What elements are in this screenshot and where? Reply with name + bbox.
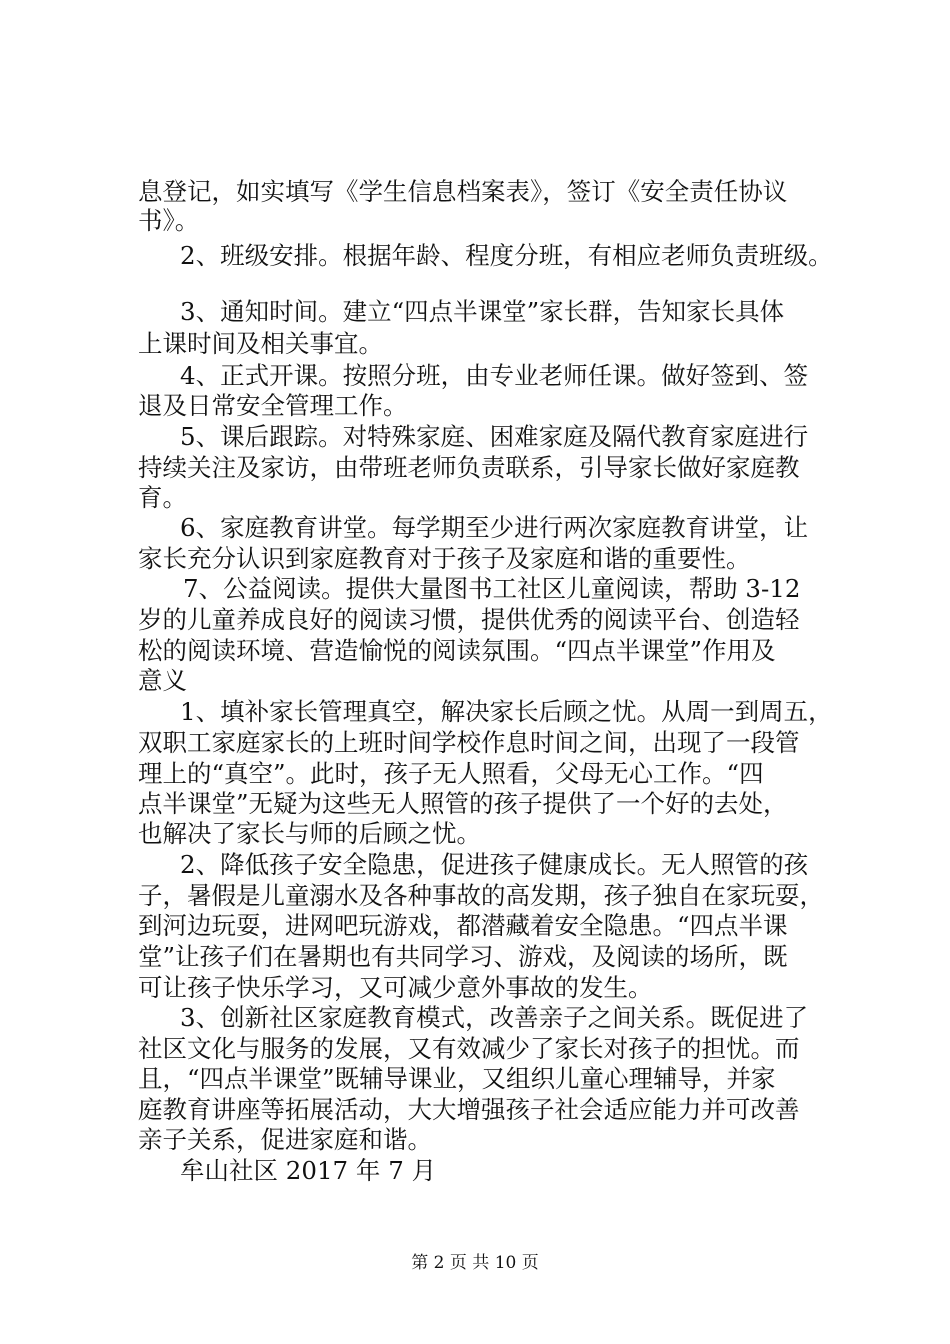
body-text-line: 松的阅读环境、营造愉悦的阅读氛围。“四点半课堂”作用及 [138, 636, 776, 665]
body-text-line: 也解决了家长与师的后顾之忧。 [138, 819, 481, 848]
body-text-line: 社区文化与服务的发展，又有效减少了家长对孩子的担忧。而 [138, 1034, 800, 1063]
body-text-line: 退及日常安全管理工作。 [138, 391, 408, 420]
body-text-line: 息登记，如实填写《学生信息档案表》，签订《安全责任协议 [138, 177, 788, 206]
body-text-line: 理上的“真空”。此时，孩子无人照看，父母无心工作。“四 [138, 759, 764, 788]
body-text-line: 亲子关系，促进家庭和谐。 [138, 1125, 432, 1154]
body-text-line: 4、正式开课。按照分班，由专业老师任课。做好签到、签 [180, 361, 809, 390]
body-text-line: 书》。 [138, 206, 200, 235]
body-text-line: 6、家庭教育讲堂。每学期至少进行两次家庭教育讲堂，让 [180, 513, 809, 542]
body-text-line: 点半课堂”无疑为这些无人照管的孩子提供了一个好的去处， [138, 789, 788, 818]
body-text-line: 且，“四点半课堂”既辅导课业，又组织儿童心理辅导，并家 [138, 1064, 776, 1093]
body-text-line: 3、通知时间。建立“四点半课堂”家长群，告知家长具体 [180, 297, 785, 326]
page-number-footer: 第 2 页 共 10 页 [411, 1253, 539, 1273]
body-text-line: 5、课后跟踪。对特殊家庭、困难家庭及隔代教育家庭进行 [180, 422, 809, 451]
body-text-line: 到河边玩耍，进网吧玩游戏，都潜藏着安全隐患。“四点半课 [138, 911, 788, 940]
body-text-line: 庭教育讲座等拓展活动，大大增强孩子社会适应能力并可改善 [138, 1095, 800, 1124]
body-text-line: 岁的儿童养成良好的阅读习惯，提供优秀的阅读平台、创造轻 [138, 605, 800, 634]
body-text-line: 2、班级安排。根据年龄、程度分班，有相应老师负责班级。 [180, 241, 833, 270]
body-text-line: 上课时间及相关事宜。 [138, 329, 383, 358]
body-text-line: 1、填补家长管理真空，解决家长后顾之忧。从周一到周五， [180, 697, 833, 726]
body-text-line: 持续关注及家访，由带班老师负责联系，引导家长做好家庭教 [138, 453, 800, 482]
signature-date-line: 牟山社区 2017 年 7 月 [180, 1156, 437, 1185]
body-text-line: 双职工家庭家长的上班时间学校作息时间之间，出现了一段管 [138, 728, 800, 757]
body-text-line: 3、创新社区家庭教育模式，改善亲子之间关系。既促进了 [180, 1003, 809, 1032]
body-text-line: 意义 [138, 666, 187, 695]
body-text-line: 7、公益阅读。提供大量图书工社区儿童阅读，帮助 3-12 [183, 574, 801, 603]
body-text-line: 2、降低孩子安全隐患，促进孩子健康成长。无人照管的孩 [180, 850, 809, 879]
body-text-line: 家长充分认识到家庭教育对于孩子及家庭和谐的重要性。 [138, 544, 751, 573]
body-text-line: 可让孩子快乐学习，又可减少意外事故的发生。 [138, 973, 653, 1002]
body-text-line: 育。 [138, 483, 187, 512]
body-text-line: 堂”让孩子们在暑期也有共同学习、游戏，及阅读的场所，既 [138, 942, 788, 971]
body-text-line: 子，暑假是儿童溺水及各种事故的高发期，孩子独自在家玩耍， [138, 881, 824, 910]
